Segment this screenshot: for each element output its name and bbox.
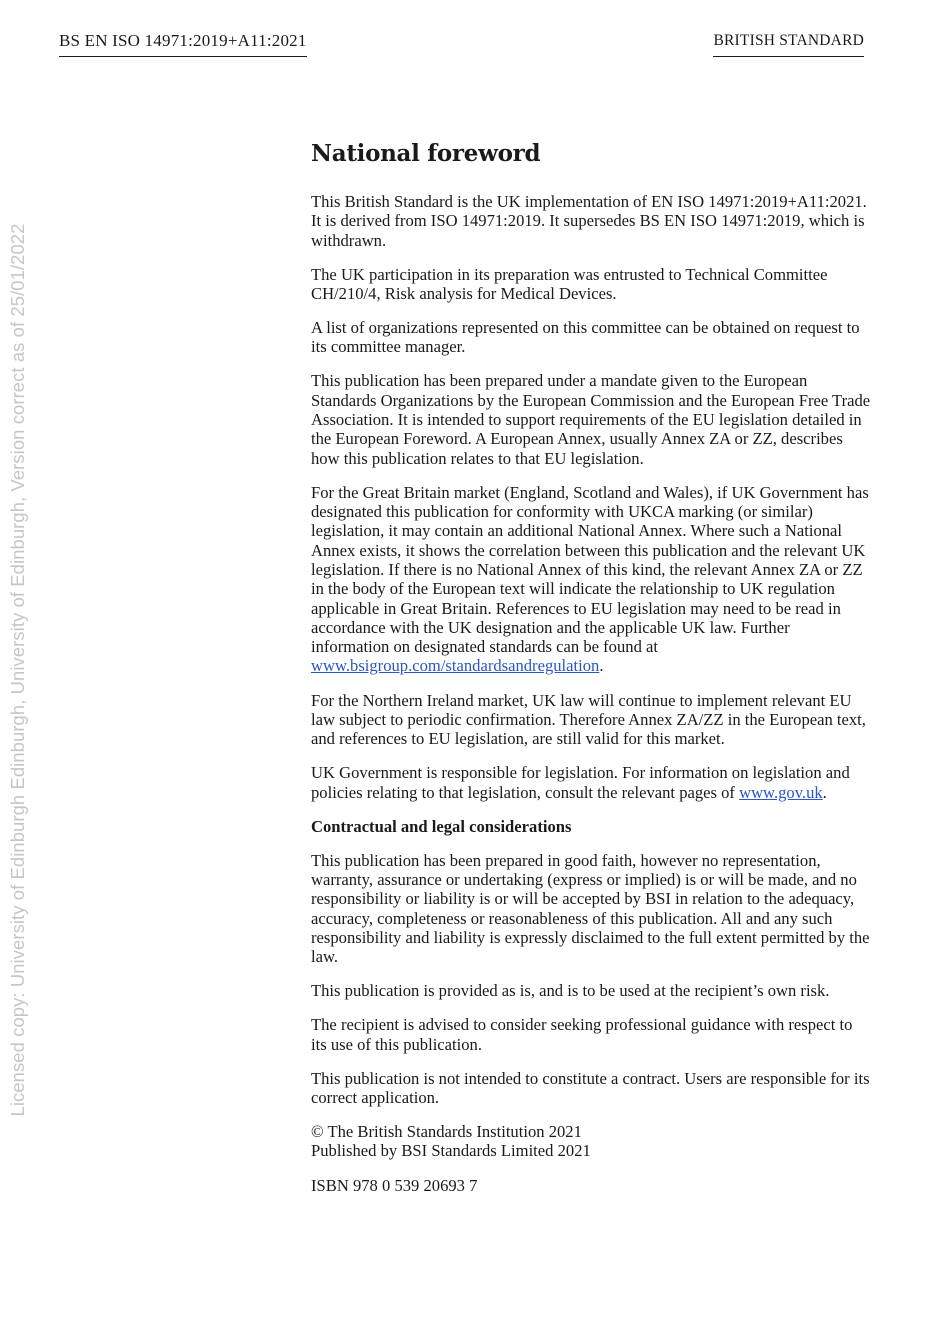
- paragraph-uk-government: [311, 763, 871, 802]
- paragraph-mandate: This publication has been prepared under a mandate given to the European Standards Organizations by the European Commission and the European Free Trade Association. It is intended to support requirements of the EU legislation detailed in the European Foreword. A European Annex, usually Annex ZA or ZZ, describes how this publication relates to that EU legislation.: [311, 371, 871, 468]
- paragraph-northern-ireland: For the Northern Ireland market, UK law will continue to implement relevant EU law subject to periodic confirmation. Therefore Annex ZA/ZZ in the European text, and references to EU legislation, are still valid for this market.: [311, 690, 866, 749]
- isbn: ISBN 978 0 539 20693 7: [311, 1175, 478, 1195]
- copyright-block: [311, 1122, 871, 1161]
- bsigroup-link[interactable]: www.bsigroup.com/standardsandregulation: [311, 656, 600, 676]
- paragraph-own-risk: This publication is provided as is, and is to be used at the recipient’s own risk.: [311, 981, 830, 1001]
- header-british-standard: BRITISH STANDARD: [713, 30, 864, 57]
- license-watermark: Licensed copy: University of Edinburgh Edinburgh, University of Edinburgh, Version correct as of 25/01/2022: [7, 223, 28, 1117]
- paragraph-great-britain-end: .: [599, 656, 604, 676]
- foreword-content: [311, 140, 871, 1210]
- paragraph-good-faith: This publication has been prepared in good faith, however no representation, warranty, assurance or undertaking (express or implied) is or will be made, and no responsibility or liability is or will be accepted by BSI in relation to the adequacy, accuracy, completeness or reasonableness of this publication. All and any such responsibility and liability is expressly disclaimed to the full extent permitted by the law.: [311, 850, 870, 967]
- paragraph-great-britain-text: For the Great Britain market (England, Scotland and Wales), if UK Government has designated this publication for conformity with UKCA marking (or similar) legislation, it may contain an additional National Annex. Where such a National Annex exists, it shows the correlation between this publication and the relevant UK legislation. If there is no National Annex of this kind, the relevant Annex ZA or ZZ in the body of the European text will indicate the relationship to UK regulation applicable in Great Britain. References to EU legislation may need to be read in accordance with the UK designation and the applicable UK law. Further information on designated standards can be found at: [311, 482, 869, 657]
- paragraph-great-britain: [311, 483, 871, 676]
- header-standard-number: BS EN ISO 14971:2019+A11:2021: [59, 30, 307, 57]
- copyright-line: © The British Standards Institution 2021: [311, 1122, 582, 1142]
- section-subheading: Contractual and legal considerations: [311, 816, 572, 836]
- paragraph-organizations: A list of organizations represented on this committee can be obtained on request to its committee manager.: [311, 318, 860, 357]
- paragraph-uk-government-text: UK Government is responsible for legislation. For information on legislation and policies relating to that legislation, consult the relevant pages of: [311, 763, 850, 802]
- paragraph-participation: The UK participation in its preparation was entrusted to Technical Committee CH/210/4, Risk analysis for Medical Devices.: [311, 264, 828, 303]
- paragraph-guidance: The recipient is advised to consider seeking professional guidance with respect to its use of this publication.: [311, 1015, 853, 1054]
- published-line: Published by BSI Standards Limited 2021: [311, 1141, 591, 1161]
- paragraph-not-contract: This publication is not intended to constitute a contract. Users are responsible for its correct application.: [311, 1068, 870, 1108]
- gov-uk-link[interactable]: www.gov.uk: [739, 782, 823, 802]
- paragraph-uk-government-end: .: [822, 782, 827, 802]
- page-title: National foreword: [311, 140, 541, 167]
- paragraph-implementation: This British Standard is the UK implementation of EN ISO 14971:2019+A11:2021. It is derived from ISO 14971:2019. It supersedes BS EN ISO 14971:2019, which is withdrawn.: [311, 192, 867, 250]
